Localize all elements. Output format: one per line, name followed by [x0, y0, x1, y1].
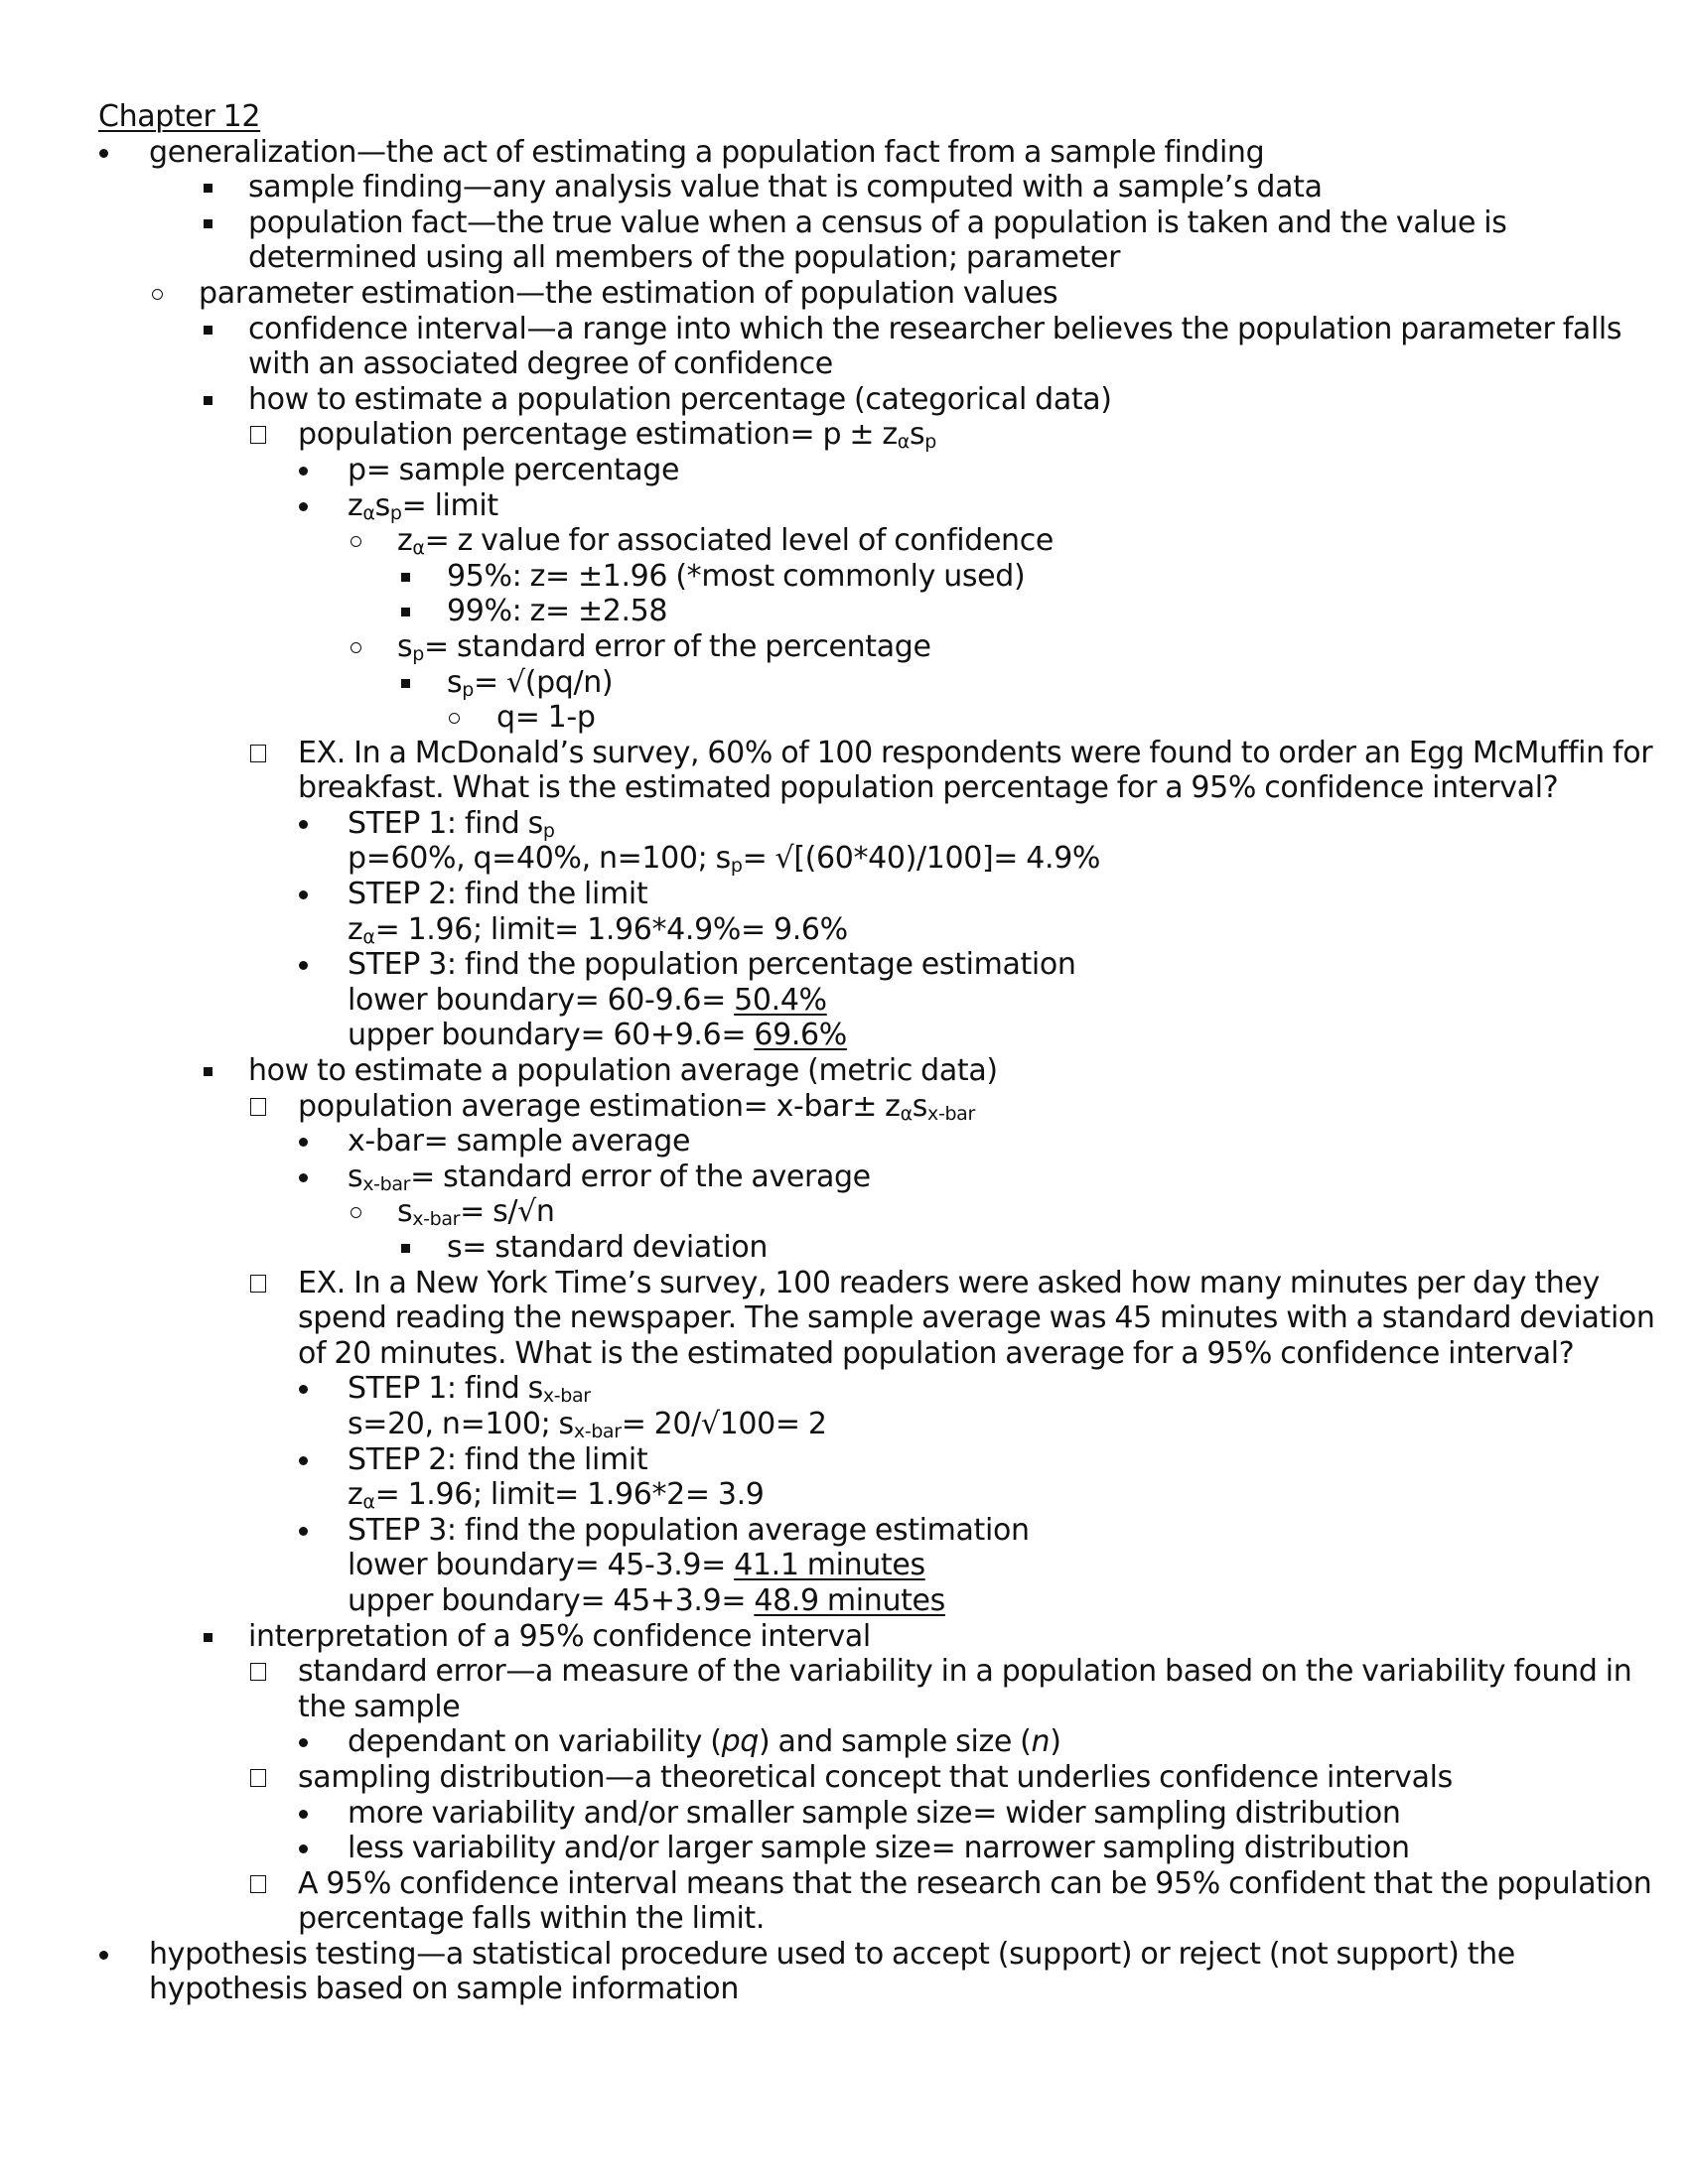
list-item: 95%: z= ±1.96 (*most commonly used) — [447, 558, 1026, 594]
list-item: 99%: z= ±2.58 — [447, 594, 668, 629]
answer-lower: 50.4% — [734, 982, 827, 1018]
answer-lower: 41.1 minutes — [734, 1548, 925, 1583]
list-item: $s_p=$ standard error of the percentage — [397, 628, 931, 665]
list-item-continuation: percentage falls within the limit. — [298, 1901, 766, 1937]
list-item: confidence interval—a range into which the researcher believes the population parameter falls — [248, 311, 1622, 346]
example-continuation: breakfast. What is the estimated population percentage for a 95% confidence interval? — [298, 770, 1559, 806]
example-item: EX. In a McDonald’s survey, 60% of 100 respondents were found to order an Egg McMuffin for — [298, 735, 1653, 770]
step-calculation: $z_\alpha= 1.96$; limit= 1.96*2= 3.9 — [348, 1477, 765, 1514]
answer-upper: 69.6% — [754, 1018, 847, 1053]
step-item: STEP 2: find the limit — [348, 1441, 648, 1477]
step-item: STEP 3: find the population percentage estimation — [348, 947, 1076, 983]
list-item: sample finding—any analysis value that is computed with a sample’s data — [248, 170, 1323, 205]
example-continuation: of 20 minutes. What is the estimated population average for a 95% confidence interval? — [298, 1335, 1575, 1371]
list-item: population fact—the true value when a census of a population is taken and the value is — [248, 205, 1507, 240]
list-item-continuation: determined using all members of the population; parameter — [248, 240, 1121, 276]
list-item — [0, 417, 1688, 453]
step-calculation: lower boundary= 45-3.9= 41.1 minutes — [348, 1548, 925, 1583]
step-calculation: s=20, n=100; $s_{x-bar}= 20/√100= 2$ — [348, 1406, 827, 1442]
document-page — [0, 99, 1688, 2007]
list-item: dependant on variability (pq) and sample size (n) — [348, 1724, 1061, 1760]
step-calculation: lower boundary= 60-9.6= 50.4% — [348, 982, 827, 1018]
formula: population percentage estimation= $p \pm z_\alpha s_p$ — [298, 417, 936, 454]
list-item: $s_p= √(pq/n)$ — [447, 664, 614, 701]
step-item: STEP 1: find $s_{x-bar}$ — [348, 1371, 591, 1408]
list-item: $z_\alpha s_p=$ limit — [348, 487, 498, 524]
list-item: hypothesis testing—a statistical procedure used to accept (support) or reject (not support) the — [149, 1936, 1515, 1972]
list-item-continuation: the sample — [298, 1689, 461, 1724]
example-continuation: spend reading the newspaper. The sample average was 45 minutes with a standard deviation — [298, 1300, 1655, 1336]
step-item: STEP 3: find the population average estimation — [348, 1512, 1030, 1548]
step-calculation: upper boundary= 45+3.9= 48.9 minutes — [348, 1582, 945, 1618]
chapter-heading-line — [0, 99, 1688, 135]
list-item: $z_\alpha= z$ value for associated level of confidence — [397, 523, 1054, 560]
list-item: $s_{x-bar}= s/√n$ — [397, 1194, 555, 1231]
list-item: A 95% confidence interval means that the research can be 95% confident that the population — [298, 1865, 1652, 1901]
list-item-continuation: with an associated degree of confidence — [248, 346, 833, 382]
list-item — [0, 1089, 1688, 1125]
formula: population average estimation= $x-bar\pm z_\alpha s_{x-bar}$ — [298, 1088, 975, 1125]
list-item: s= standard deviation — [447, 1230, 768, 1265]
list-item: q= 1-p — [496, 700, 596, 736]
list-item-continuation: hypothesis based on sample information — [149, 1972, 739, 2007]
chapter-heading: Chapter 12 — [98, 99, 261, 134]
list-item: parameter estimation—the estimation of population values — [199, 275, 1058, 311]
example-item: EX. In a New York Time’s survey, 100 readers were asked how many minutes per day they — [298, 1265, 1600, 1300]
list-item: interpretation of a 95% confidence interval — [248, 1618, 871, 1654]
list-item: how to estimate a population average (metric data) — [248, 1053, 998, 1089]
list-item: more variability and/or smaller sample size= wider sampling distribution — [348, 1795, 1401, 1831]
list-item: standard error—a measure of the variability in a population based on the variability found in — [298, 1654, 1632, 1690]
list-item: x-bar= sample average — [348, 1124, 691, 1160]
step-item: STEP 2: find the limit — [348, 877, 648, 912]
step-calculation: $z_\alpha= 1.96$; limit= 1.96*4.9%= 9.6% — [348, 911, 848, 948]
list-item: $s_{x-bar}=$ standard error of the average — [348, 1159, 871, 1195]
step-calculation: upper boundary= 60+9.6= 69.6% — [348, 1018, 847, 1053]
answer-upper: 48.9 minutes — [754, 1582, 945, 1618]
list-item: sampling distribution—a theoretical concept that underlies confidence intervals — [298, 1759, 1453, 1795]
list-item: generalization—the act of estimating a population fact from a sample finding — [149, 134, 1265, 170]
list-item: less variability and/or larger sample size= narrower sampling distribution — [348, 1831, 1410, 1866]
step-item: STEP 1: find $s_p$ — [348, 805, 555, 842]
list-item: p= sample percentage — [348, 452, 680, 487]
step-calculation: p=60%, q=40%, n=100; $s_p= √[(60*40)/100]= 4.9\%$ — [348, 841, 1101, 878]
list-item: how to estimate a population percentage (categorical data) — [248, 381, 1112, 417]
